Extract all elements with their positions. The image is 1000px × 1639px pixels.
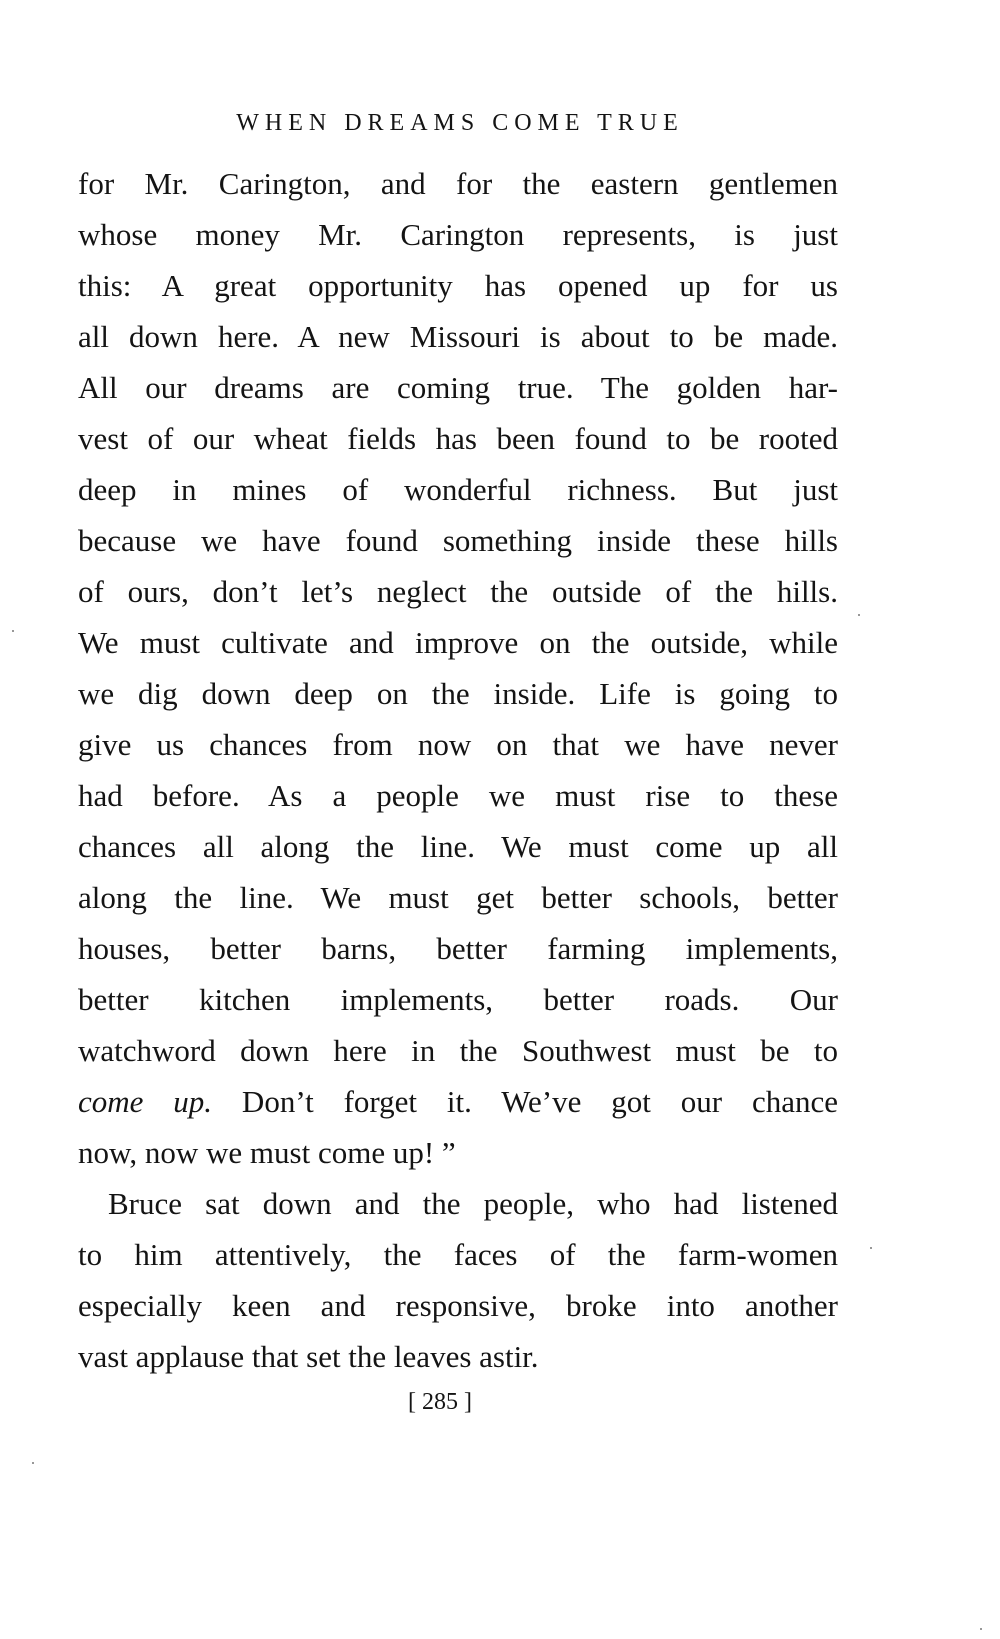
body-text [78,158,838,1382]
text-line: whose money Mr. Carington represents, is just [78,217,838,252]
text-line: to him attentively, the faces of the farm-women [78,1237,838,1272]
text-line: deep in mines of wonderful richness. But just [78,472,838,507]
paragraph-final-line: now, now we must come up! ” [78,1135,456,1170]
paragraph-1 [78,158,838,1178]
text-line: this: A great opportunity has opened up for us [78,268,838,303]
text-line: vest of our wheat fields has been found to be rooted [78,421,838,456]
paper-speck [12,630,14,632]
text-line: better kitchen implements, better roads. Our [78,982,838,1017]
text-line: especially keen and responsive, broke into another [78,1288,838,1323]
page-number: [ 285 ] [408,1389,472,1415]
text-line: along the line. We must get better schools, better [78,880,838,915]
text-line: watchword down here in the Southwest must be to [78,1033,838,1068]
paper-speck [858,614,860,616]
paragraph-2 [78,1178,838,1382]
text-line: We must cultivate and improve on the outside, while [78,625,838,660]
text-line: for Mr. Carington, and for the eastern gentlemen [78,166,838,201]
text-line: had before. As a people we must rise to these [78,778,838,813]
text-line: houses, better barns, better farming implements, [78,931,838,966]
text-line: Bruce sat down and the people, who had listened [108,1186,838,1221]
paragraph-final-line: vast applause that set the leaves astir. [78,1339,539,1374]
text-line: chances all along the line. We must come up all [78,829,838,864]
text-line: we dig down deep on the inside. Life is going to [78,676,838,711]
paper-speck [32,1462,34,1464]
text-line: All our dreams are coming true. The golden har- [78,370,838,405]
text-line-emphasis [78,1076,838,1127]
paper-speck [980,1628,982,1630]
line-remainder: Don’t forget it. We’ve got our chance [212,1084,838,1119]
text-line: all down here. A new Missouri is about to be made. [78,319,838,354]
text-line: of ours, don’t let’s neglect the outside of the hills. [78,574,838,609]
italic-phrase: come up. [78,1084,213,1119]
running-head: WHEN DREAMS COME TRUE [236,110,684,136]
text-line: give us chances from now on that we have never [78,727,838,762]
paper-speck [870,1247,872,1249]
text-line: because we have found something inside these hills [78,523,838,558]
